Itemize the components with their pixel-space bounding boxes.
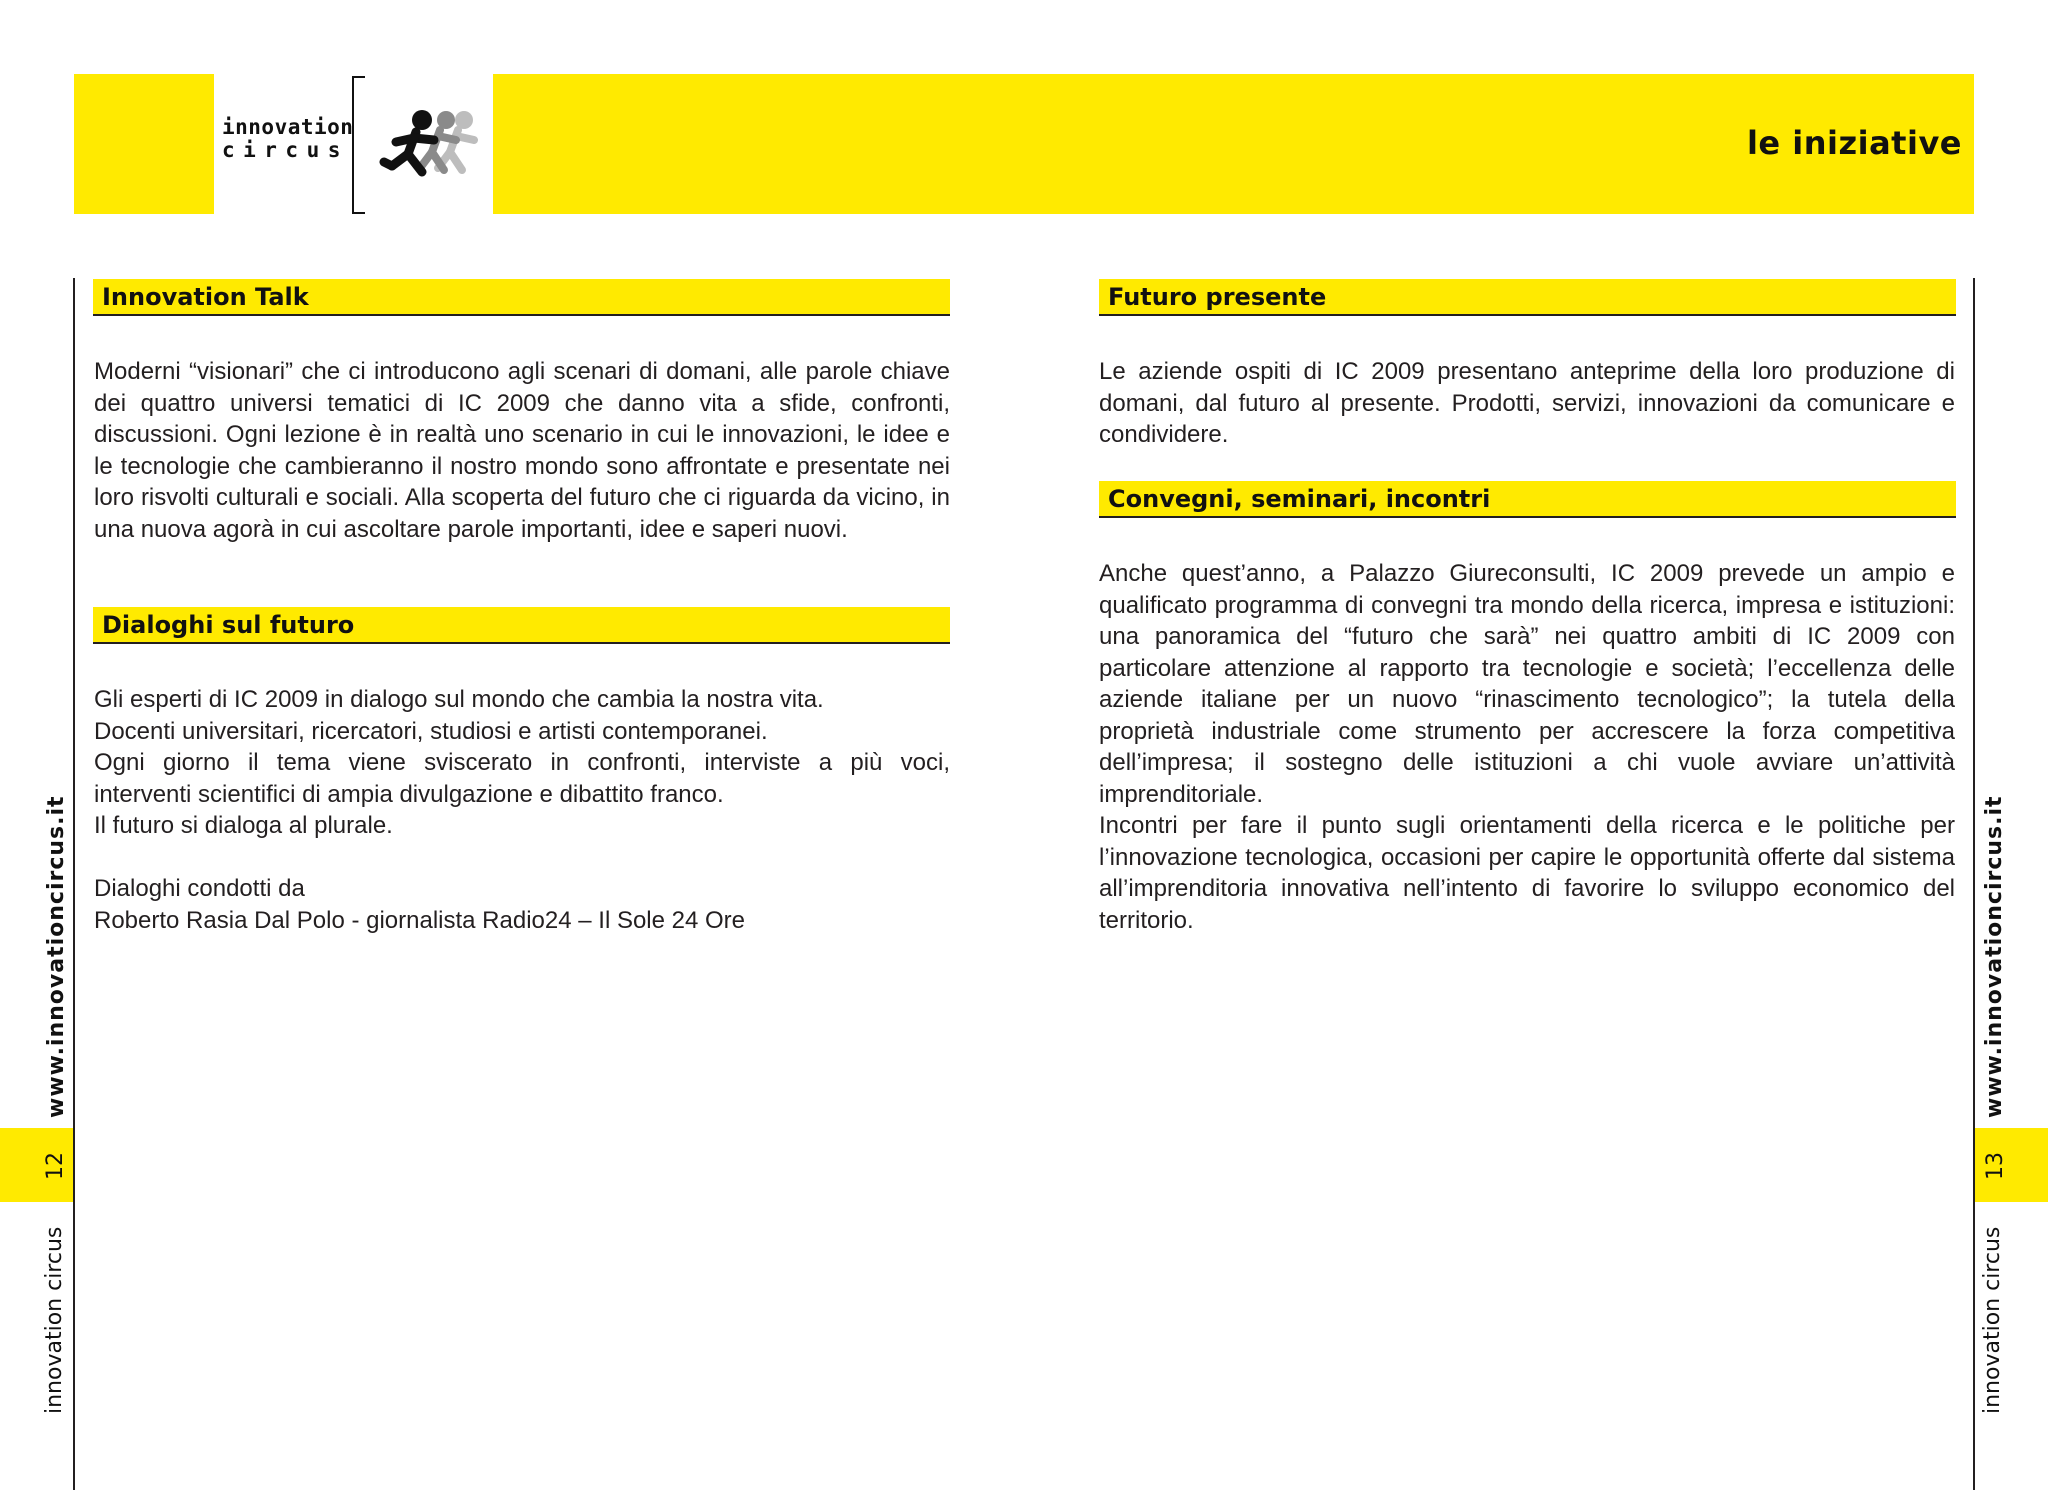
text-line: Il futuro si dialoga al plurale.: [94, 812, 393, 839]
heading-innovation-talk: Innovation Talk: [93, 279, 950, 316]
text-line: interventi scientifici di ampia divulgazione e dibattito franco.: [94, 780, 724, 808]
header-yellow-block-left: [74, 74, 214, 214]
side-name-right: innovation circus: [1980, 1226, 2005, 1414]
paragraph-convegni-part-1: Anche quest’anno, a Palazzo Giureconsulti, IC 2009 prevede un ampio e qualificato programma di convegni tra mondo della ricerca, impresa e istituzioni: una panoramica del “futuro che sarà” nei quattro ambiti di IC 2009 con particolare attenzione al rapporto tra tecnologie e società; l’eccellenza delle aziende italiane per un nuovo “rinascimento tecnologico”; la tutela della proprietà industriale come strumento per accrescere la forza competitiva dell’impresa; il sostegno delle istituzioni a chi vuole avviare un’attività imprenditoriale.: [1099, 560, 1955, 808]
heading-convegni: Convegni, seminari, incontri: [1099, 481, 1956, 518]
side-url-right: www.innovationcircus.it: [1982, 795, 2007, 1118]
logo-wordmark: [222, 117, 353, 161]
logo-bracket: [352, 76, 365, 214]
right-margin-rule: [1973, 278, 1975, 1490]
paragraph-convegni: [1099, 558, 1955, 936]
text-line: Dialoghi condotti da: [94, 875, 305, 902]
paragraph-futuro-presente: Le aziende ospiti di IC 2009 presentano anteprime della loro produzione di domani, dal futuro al presente. Prodotti, servizi, innovazioni da comunicare e condividere.: [1099, 358, 1955, 448]
logo-line-1: innovation: [222, 115, 354, 139]
heading-dialoghi-sul-futuro: Dialoghi sul futuro: [93, 607, 950, 644]
text-line: Gli esperti di IC 2009 in dialogo sul mondo che cambia la nostra vita.: [94, 686, 824, 713]
blank-line: [94, 842, 950, 874]
paragraph-innovation-talk: Moderni “visionari” che ci introducono agli scenari di domani, alle parole chiave dei quattro universi tematici di IC 2009 che danno vita a sfide, confronti, discussioni. Ogni lezione è in realtà uno scenario in cui le innovazioni, le idee e le tecnologie che cambieranno il nostro mondo sono affrontate e presentate nei loro risvolti culturali e sociali. Alla scoperta del futuro che ci riguarda da vicino, in una nuova agorà in cui ascoltare parole importanti, idee e saperi nuovi.: [94, 358, 950, 543]
side-name-left: innovation circus: [42, 1226, 67, 1414]
text-line: Docenti universitari, ricercatori, studiosi e artisti contemporanei.: [94, 717, 768, 745]
text-line: Ogni giorno il tema viene sviscerato in confronti, interviste a più voci,: [94, 749, 950, 776]
page-number-right: 13: [1983, 1152, 2008, 1180]
paragraph-dialoghi: [94, 684, 950, 936]
section-title: le iniziative: [1746, 124, 1962, 162]
left-margin-rule: [73, 278, 75, 1490]
running-figures-logo-icon: [378, 106, 488, 186]
logo-line-2: circus: [222, 138, 349, 162]
heading-futuro-presente: Futuro presente: [1099, 279, 1956, 316]
page-number-left: 12: [43, 1152, 68, 1180]
paragraph-convegni-part-2: Incontri per fare il punto sugli orientamenti della ricerca e le politiche per l’innovazione tecnologica, occasioni per capire le opportunità offerte dal sistema all’imprenditoria innovativa nell’intento di favorire lo sviluppo economico del territorio.: [1099, 812, 1955, 934]
text-line: Roberto Rasia Dal Polo - giornalista Radio24 – Il Sole 24 Ore: [94, 906, 746, 934]
side-url-left: www.innovationcircus.it: [44, 795, 69, 1118]
